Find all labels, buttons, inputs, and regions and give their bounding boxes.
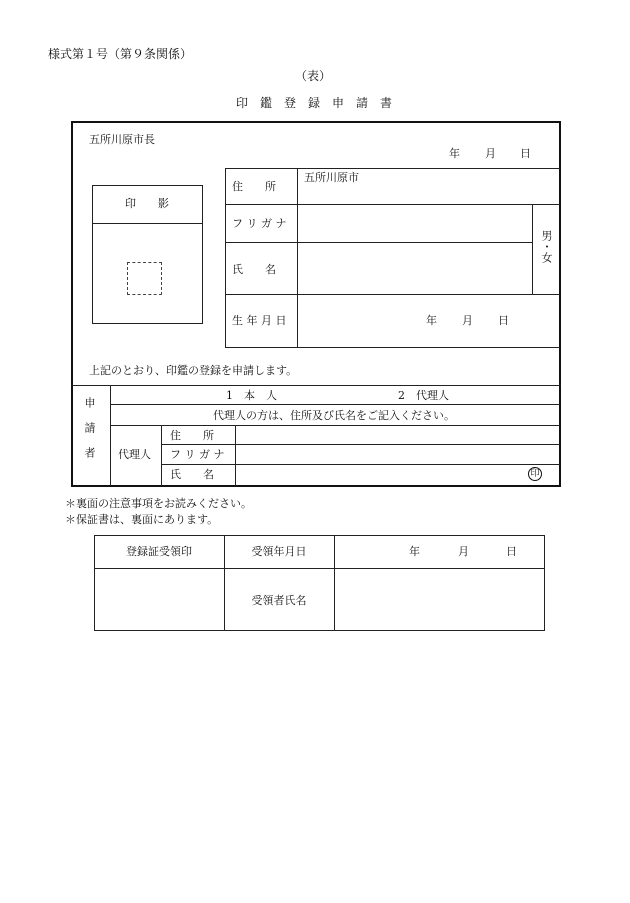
note-2: ＊保証書は、裏面にあります。: [65, 513, 219, 526]
note-1: ＊裏面の注意事項をお読みください。: [65, 497, 252, 510]
received-date-label: 受領年月日: [251, 545, 307, 558]
received-date-month: 月: [458, 545, 469, 558]
name-label: 氏 名: [232, 263, 276, 276]
date-month: 月: [485, 147, 496, 160]
seal-impression-label: 印 影: [125, 197, 169, 210]
proxy-name-field[interactable]: [236, 465, 524, 485]
gender-options[interactable]: 男・女: [540, 230, 553, 263]
proxy-name-label: 氏 名: [170, 468, 214, 481]
received-date-year: 年: [409, 545, 420, 558]
receiver-name-label: 受領者氏名: [251, 594, 307, 607]
date-year: 年: [449, 147, 460, 160]
option-self[interactable]: 1 本 人: [226, 389, 277, 402]
date-day: 日: [520, 147, 531, 160]
seal-placement-area[interactable]: [127, 262, 162, 295]
name-field[interactable]: [298, 243, 531, 293]
address-label: 住 所: [232, 180, 276, 193]
birthdate-label: 生 年 月 日: [232, 314, 287, 327]
receiver-name-field[interactable]: [335, 569, 544, 630]
page-title: 印 鑑 登 録 申 請 書: [235, 96, 393, 110]
birthdate-month: 月: [462, 314, 473, 327]
proxy-furigana-label: フ リ ガ ナ: [170, 448, 225, 461]
proxy-address-label: 住 所: [170, 429, 214, 442]
furigana-label: フ リ ガ ナ: [232, 217, 287, 230]
form-number: 様式第１号（第９条関係）: [48, 47, 193, 61]
registration-receipt-seal-header: 登録証受領印: [126, 545, 192, 558]
proxy-label: 代理人: [118, 448, 151, 461]
birthdate-year: 年: [426, 314, 437, 327]
address-field[interactable]: [298, 186, 559, 203]
address-prefill: 五所川原市: [304, 171, 359, 184]
birthdate-day: 日: [498, 314, 509, 327]
furigana-field[interactable]: [298, 205, 531, 241]
applicant-side-label: 申請者: [83, 397, 96, 472]
received-date-day: 日: [506, 545, 517, 558]
proxy-note: 代理人の方は、住所及び氏名をご記入ください。: [213, 409, 455, 422]
application-statement: 上記のとおり、印鑑の登録を申請します。: [89, 364, 298, 377]
option-proxy[interactable]: 2 代理人: [398, 389, 449, 402]
receipt-seal-field[interactable]: [95, 569, 223, 630]
birthdate-field[interactable]: [298, 295, 559, 347]
proxy-furigana-field[interactable]: [236, 445, 559, 463]
seal-mark-icon: 印: [528, 467, 542, 481]
form-side-label: （表）: [294, 69, 332, 83]
addressee: 五所川原市長: [89, 133, 155, 146]
proxy-address-field[interactable]: [236, 426, 559, 443]
